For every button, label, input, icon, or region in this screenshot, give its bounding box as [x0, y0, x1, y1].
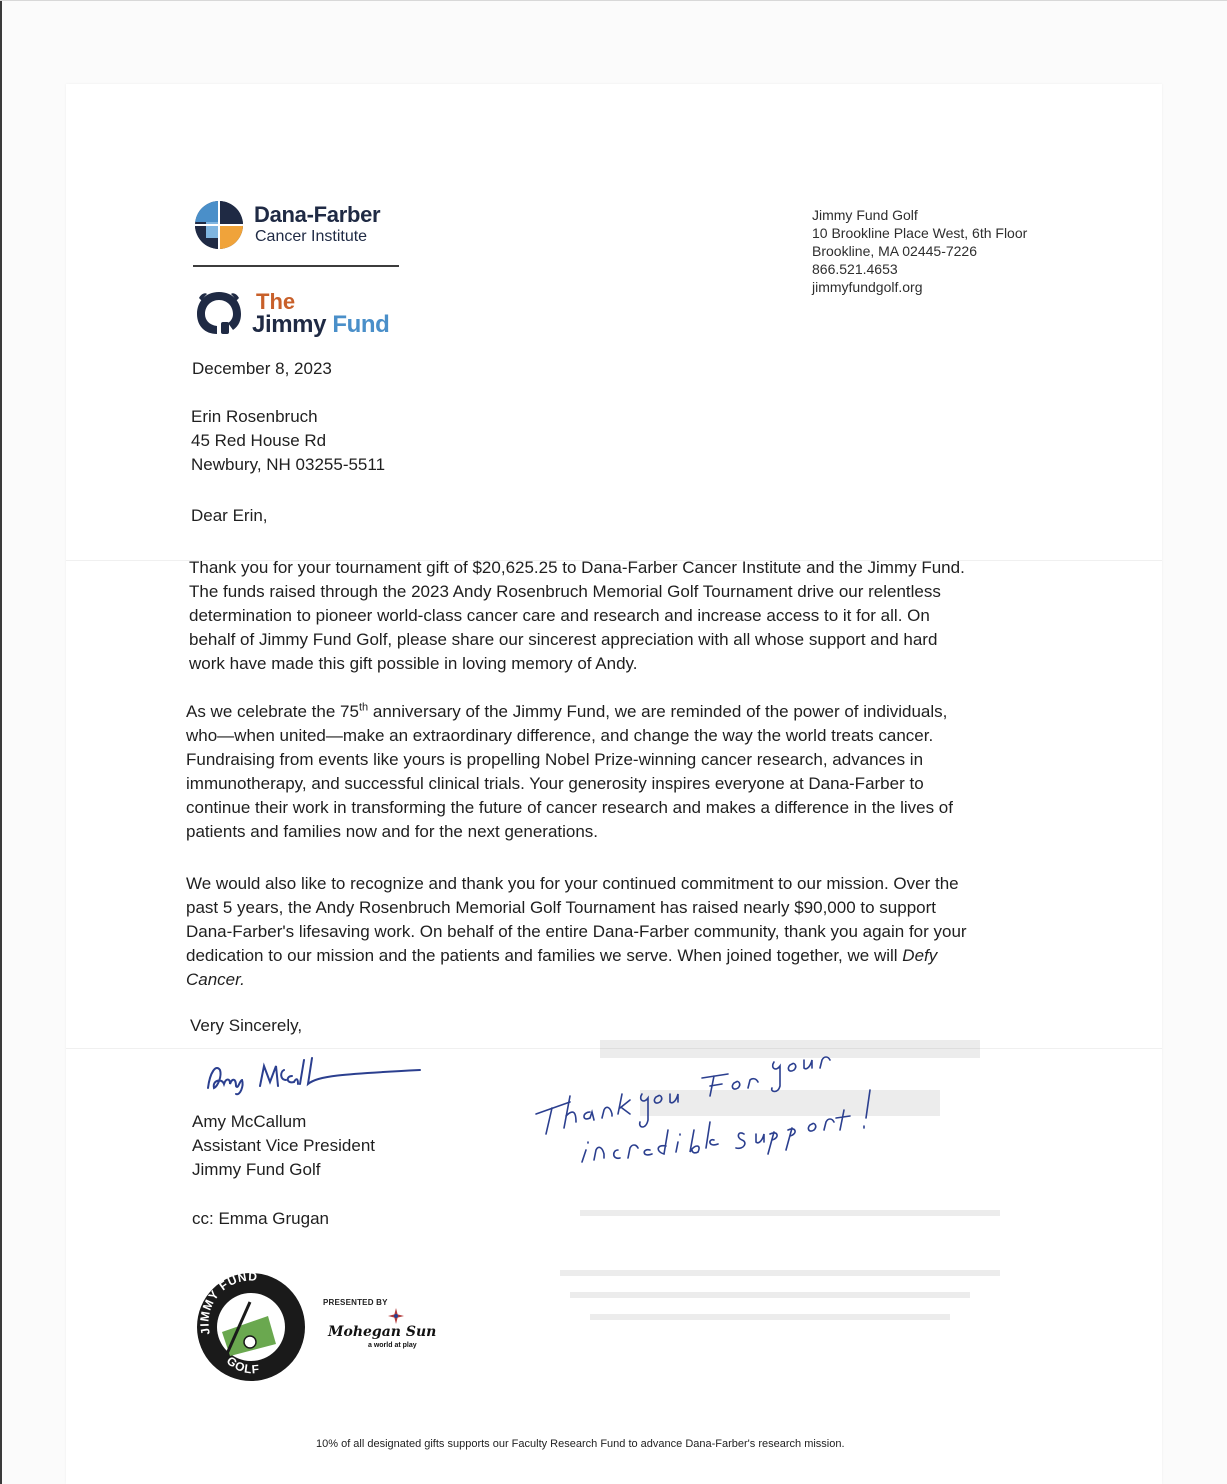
jimmy-fund-name: [252, 311, 389, 339]
italic-text: Cancer.: [186, 970, 245, 989]
presented-by: PRESENTED BY: [323, 1298, 388, 1307]
svg-text:GOLF: [224, 1354, 261, 1377]
dana-farber-name: Dana-Farber: [254, 202, 381, 227]
dana-farber-subtitle: Cancer Institute: [255, 228, 368, 245]
paragraph-line: Thank you for your tournament gift of $20,625.25 to Dana-Farber Cancer Institute and the Jimmy Fund.: [189, 558, 965, 577]
paragraph-line: immunotherapy, and successful clinical trials. Your generosity inspires everyone at Dana-Farber to: [186, 774, 924, 793]
salutation: Dear Erin,: [191, 506, 268, 525]
paragraph-line: work have made this gift possible in loving memory of Andy.: [189, 654, 638, 673]
paragraph-line: The funds raised through the 2023 Andy Rosenbruch Memorial Golf Tournament drive our relentless: [189, 582, 941, 601]
jimmy-fund-the: The: [256, 289, 296, 314]
signer-organization: Jimmy Fund Golf: [192, 1160, 321, 1179]
recipient-line: Erin Rosenbruch: [191, 407, 318, 426]
paragraph-line: [186, 968, 967, 992]
italic-text: Defy: [902, 946, 938, 965]
paragraph-1: [189, 556, 965, 676]
address-line: 10 Brookline Place West, 6th Floor: [812, 225, 1028, 241]
handwritten-note-image: [530, 1030, 910, 1180]
footer-note: 10% of all designated gifts supports our Faculty Research Fund to advance Dana-Farber's research mission.: [316, 1438, 845, 1450]
signer-title: Assistant Vice President: [192, 1136, 375, 1155]
jimmy-fund-fund: Fund: [332, 311, 390, 338]
closing: Very Sincerely,: [190, 1016, 303, 1035]
paragraph-line: Fundraising from events like yours is propelling Nobel Prize-winning cancer research, advances in: [186, 750, 924, 769]
paragraph-3: [186, 872, 967, 992]
golf-logo-text: [196, 1272, 306, 1382]
jimmy-fund-logo-icon: [193, 288, 245, 338]
paragraph-2: [186, 700, 953, 844]
text-run: As we celebrate the 75: [186, 702, 359, 721]
paragraph-line: Dana-Farber's lifesaving work. On behalf of the entire Dana-Farber community, thank you again for your: [186, 922, 967, 941]
sponsor-name: Mohegan Sun: [328, 1324, 437, 1340]
svg-text:JIMMY FUND: [197, 1272, 258, 1336]
paragraph-line: behalf of Jimmy Fund Golf, please share our sincerest appreciation with all whose support and hard: [189, 630, 938, 649]
mohegan-sun-logo: [326, 1304, 446, 1354]
paragraph-line: who—when united—make an extraordinary difference, and change the way the world treats cancer.: [186, 726, 934, 745]
paragraph-line: [186, 700, 953, 724]
ordinal-suffix: th: [358, 701, 369, 714]
website: jimmyfundgolf.org: [812, 279, 923, 295]
address-line: Jimmy Fund Golf: [812, 207, 918, 223]
paragraph-line: patients and families now and for the next generations.: [186, 822, 599, 841]
paragraph-line: determination to pioneer world-class cancer care and research and increase access to it for all. On: [189, 606, 930, 625]
jimmy-fund-jimmy: Jimmy: [252, 311, 327, 338]
text-run: dedication to our mission and the patients and families we serve. When joined together, we will: [186, 946, 903, 965]
paragraph-line: We would also like to recognize and thank you for your continued commitment to our mission. Over the: [186, 874, 959, 893]
letter-date: December 8, 2023: [192, 359, 332, 378]
text-run: anniversary of the Jimmy Fund, we are reminded of the power of individuals,: [368, 702, 948, 721]
signer-name: Amy McCallum: [192, 1112, 307, 1131]
cc-line: cc: Emma Grugan: [192, 1209, 329, 1228]
phone-number: 866.521.4653: [812, 261, 898, 277]
signer-block: [192, 1110, 375, 1182]
dana-farber-logo-icon: [194, 200, 244, 250]
sender-address: [812, 206, 1027, 296]
sponsor-tagline: a world at play: [368, 1342, 417, 1349]
top-border: [0, 0, 1227, 1]
golf-logo-bottom-text: GOLF: [223, 1353, 261, 1377]
paragraph-line: [186, 944, 967, 968]
golf-logo-top-text: JIMMY FUND: [197, 1272, 259, 1336]
recipient-address: [191, 405, 385, 477]
address-line: Brookline, MA 02445-7226: [812, 243, 977, 259]
logo-divider: [193, 265, 399, 267]
recipient-line: 45 Red House Rd: [191, 431, 327, 450]
paragraph-line: past 5 years, the Andy Rosenbruch Memorial Golf Tournament has raised nearly $90,000 to support: [186, 898, 937, 917]
signature-image: [200, 1050, 450, 1100]
paragraph-line: continue their work in transforming the future of cancer research and makes a difference in the lives of: [186, 798, 953, 817]
recipient-line: Newbury, NH 03255-5511: [191, 455, 386, 474]
